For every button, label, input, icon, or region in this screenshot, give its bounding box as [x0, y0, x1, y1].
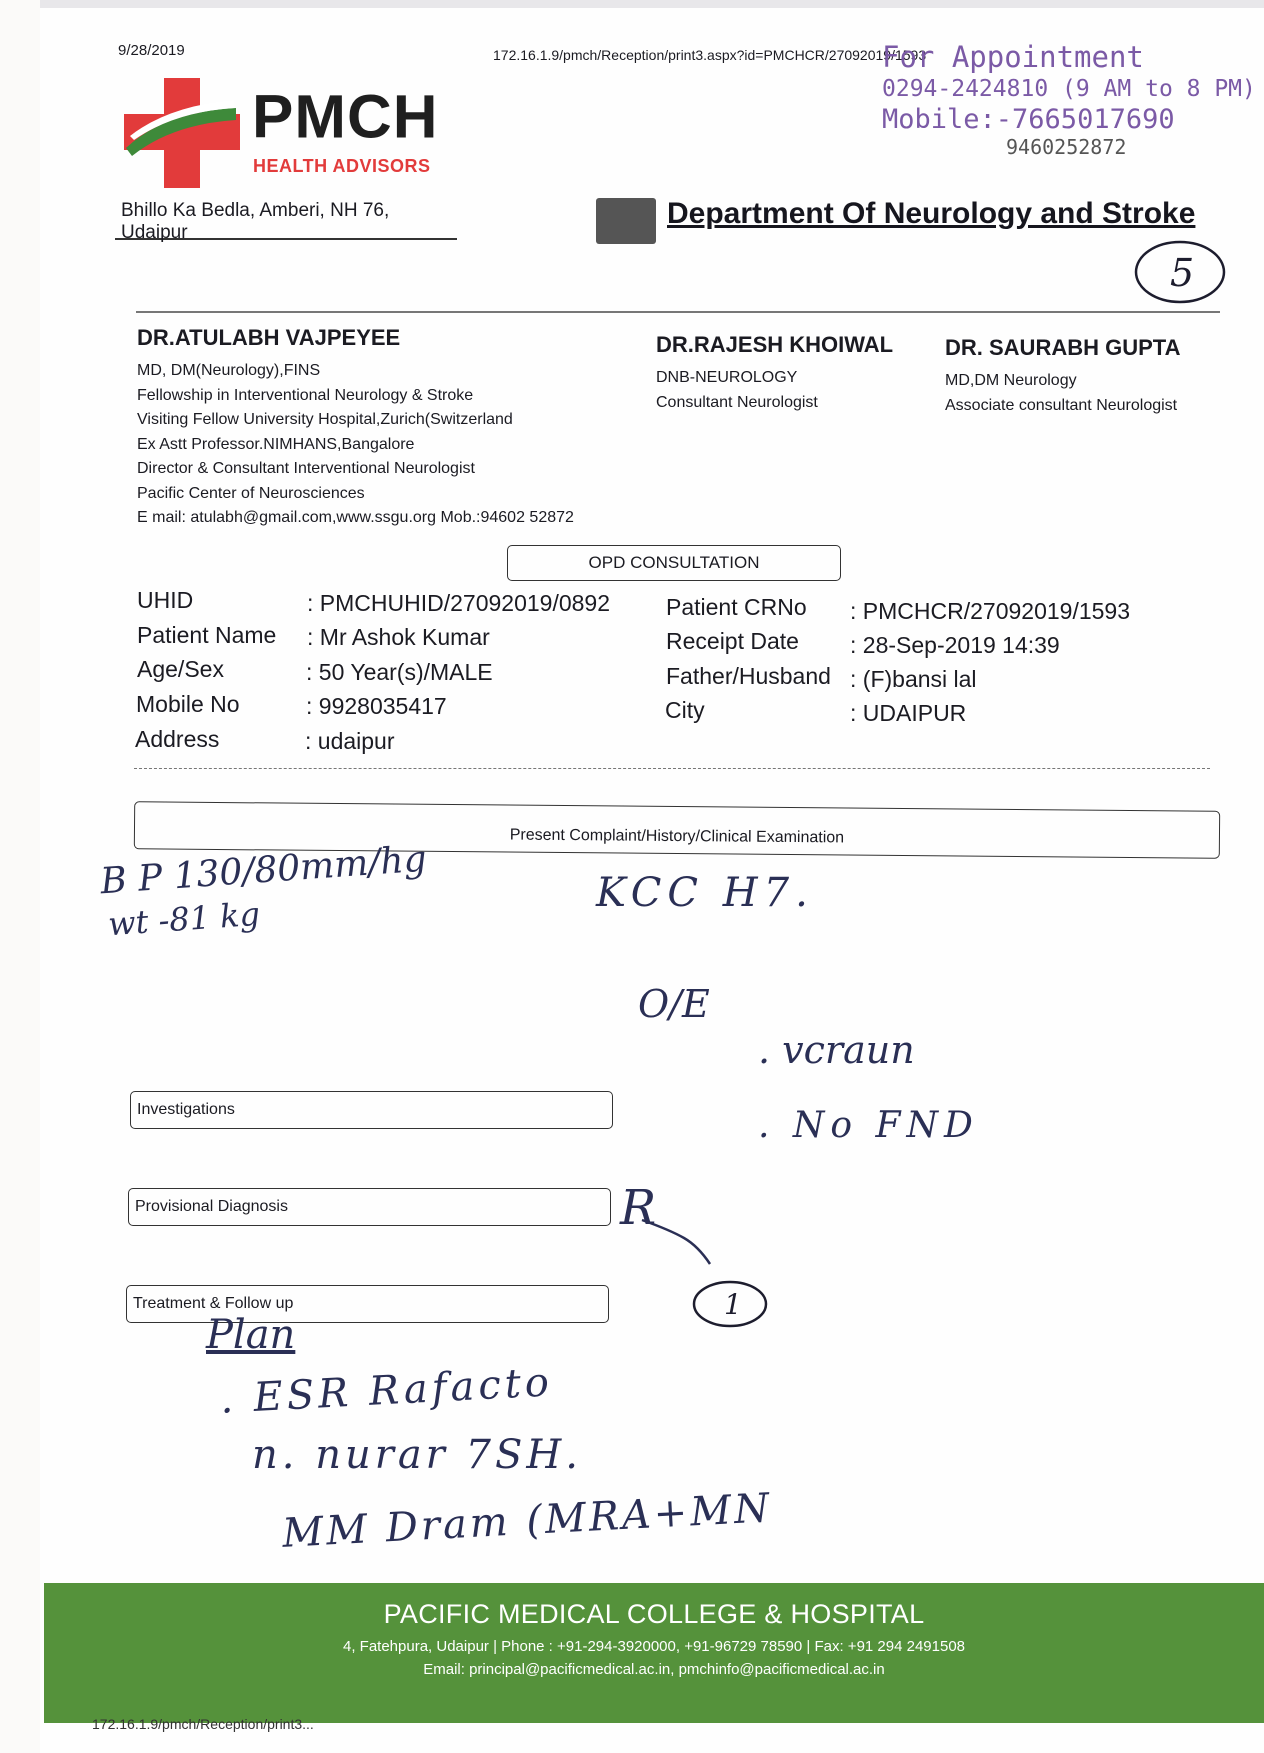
doctor-3	[945, 335, 1180, 418]
mobile-value: : 9928035417	[306, 693, 447, 719]
patient-name-value: : Mr Ashok Kumar	[307, 624, 490, 650]
doctor-3-line-1: MD,DM Neurology	[945, 372, 1077, 389]
receipt-date-label: Receipt Date	[666, 628, 799, 654]
age-sex-value: : 50 Year(s)/MALE	[306, 659, 493, 685]
header-divider	[136, 311, 1220, 313]
stamp-line-3: Mobile:-7665017690	[882, 104, 1175, 135]
doctor-2-line-2: Consultant Neurologist	[656, 393, 818, 411]
details-divider	[134, 768, 1210, 770]
doctor-1-line-6: Pacific Center of Neurosciences	[137, 484, 365, 502]
investigations-section	[130, 1091, 613, 1129]
investigations-label: Investigations	[137, 1101, 235, 1118]
doctor-3-line-2: Associate consultant Neurologist	[945, 396, 1178, 414]
handwritten-weight: wt -81 kg	[106, 894, 262, 944]
doctor-1-name: DR.ATULABH VAJPEYEE	[137, 325, 401, 350]
logo-tagline: HEALTH ADVISORS	[253, 156, 431, 176]
father-husband-label: Father/Husband	[666, 663, 831, 689]
circled-mark-text: 5	[1170, 251, 1195, 295]
handwritten-oe: O/E	[638, 982, 710, 1026]
doctor-2-name: DR.RAJESH KHOIWAL	[656, 332, 894, 357]
city-label: City	[665, 697, 705, 723]
uhid-value: : PMCHUHID/27092019/0892	[307, 590, 610, 616]
address-label: Address	[135, 726, 220, 752]
treatment-label: Treatment & Follow up	[133, 1295, 294, 1312]
opd-consultation-label	[507, 545, 841, 581]
print-date: 9/28/2019	[118, 42, 185, 59]
department-badge-icon	[596, 198, 656, 244]
provisional-diagnosis-label: Provisional Diagnosis	[135, 1198, 288, 1215]
handwritten-bp: B P 130/80mm/hg	[98, 838, 428, 903]
footer-hospital-name: PACIFIC MEDICAL COLLEGE & HOSPITAL	[383, 1599, 925, 1629]
appointment-stamp	[882, 40, 1256, 159]
print-url: 172.16.1.9/pmch/Reception/print3.aspx?id=PMCHCR/27092019/1593	[493, 47, 927, 63]
handwritten-rx: R	[620, 1180, 657, 1236]
handwritten-kcc: KCC H7.	[596, 870, 814, 916]
footer-address: 4, Fatehpura, Udaipur | Phone : +91-294-3920000, +91-96729 78590 | Fax: +91 294 2491508	[342, 1638, 966, 1655]
hospital-address: Bhillo Ka Bedla, Amberi, NH 76, Udaipur	[115, 206, 457, 240]
stamp-line-1: For Appointment	[882, 40, 1144, 74]
doctor-1-line-4: Ex Astt Professor.NIMHANS,Bangalore	[137, 435, 415, 453]
doctor-2-line-1: DNB-NEUROLOGY	[656, 369, 798, 386]
footer-band	[44, 1583, 1264, 1723]
handwritten-note-1: . vcraun	[758, 1028, 915, 1072]
department-title: Department Of Neurology and Stroke	[667, 197, 1196, 230]
opd-consultation-text: OPD CONSULTATION	[588, 553, 760, 572]
treatment-section	[126, 1285, 609, 1323]
logo-name: PMCH	[252, 83, 439, 152]
circled-mark	[1132, 236, 1228, 312]
age-sex-label: Age/Sex	[137, 656, 224, 682]
stamp-line-4: 9460252872	[1006, 135, 1127, 159]
complaint-section-label: Present Complaint/History/Clinical Examination	[509, 826, 845, 847]
doctor-3-name: DR. SAURABH GUPTA	[945, 335, 1181, 360]
handwritten-plan-1: . ESR Rafacto	[219, 1359, 554, 1423]
handwritten-plan-3: MM Dram (MRA+MN	[281, 1485, 774, 1557]
receipt-date-value: : 28-Sep-2019 14:39	[850, 632, 1060, 658]
doctor-1-line-5: Director & Consultant Interventional Neurologist	[137, 460, 475, 477]
crno-label: Patient CRNo	[666, 594, 807, 620]
doctor-1-line-7: E mail: atulabh@gmail.com,www.ssgu.org Mob.:94602 52872	[137, 509, 574, 526]
handwritten-circle-text: 1	[724, 1288, 742, 1321]
doctor-1	[137, 325, 574, 531]
doctor-1-line-2: Fellowship in Interventional Neurology & Stroke	[137, 386, 474, 404]
handwritten-plan-2: n. nurar 7SH.	[252, 1432, 582, 1478]
handwritten-circle-one	[690, 1276, 770, 1334]
uhid-label: UHID	[137, 587, 194, 613]
father-husband-value: : (F)bansi lal	[850, 666, 977, 692]
cross-logo-icon	[124, 78, 240, 188]
handwritten-note-2: . No FND	[758, 1105, 979, 1146]
handwritten-rx-stroke	[640, 1210, 720, 1270]
patient-name-label: Patient Name	[137, 622, 277, 648]
mobile-label: Mobile No	[136, 691, 240, 717]
crno-value: : PMCHCR/27092019/1593	[850, 598, 1130, 624]
bottom-print-url: 172.16.1.9/pmch/Reception/print3...	[92, 1716, 314, 1732]
scan-edge	[40, 0, 1264, 8]
address-value: : udaipur	[305, 728, 395, 754]
doctor-1-line-3: Visiting Fellow University Hospital,Zurich(Switzerland	[137, 411, 513, 428]
doctor-2	[656, 332, 893, 415]
handwritten-plan: Plan	[206, 1312, 296, 1358]
footer-email: Email: principal@pacificmedical.ac.in, pmchinfo@pacificmedical.ac.in	[423, 1661, 885, 1678]
provisional-diagnosis-section	[128, 1188, 611, 1226]
city-value: : UDAIPUR	[850, 700, 967, 726]
doctor-1-line-1: MD, DM(Neurology),FINS	[137, 362, 321, 379]
stamp-line-2: 0294-2424810 (9 AM to 8 PM)	[882, 76, 1256, 102]
